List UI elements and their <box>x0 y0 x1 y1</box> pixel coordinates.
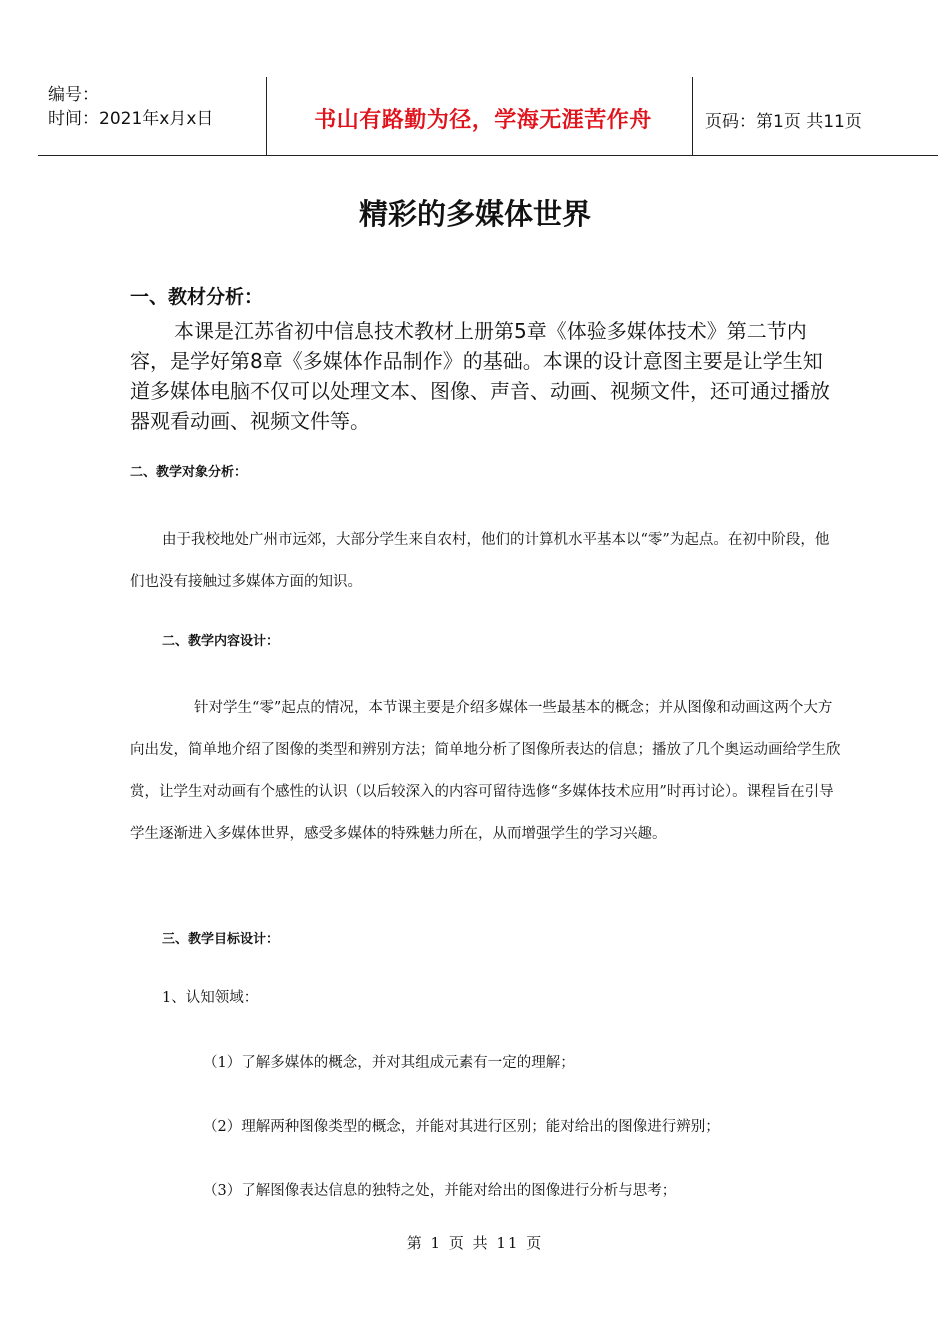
page-footer: 第 1 页 共 11 页 <box>406 1234 544 1252</box>
document-title: 精彩的多媒体世界 <box>358 197 591 231</box>
objective-item: （1）了解多媒体的概念，并对其组成元素有一定的理解； <box>203 1055 575 1071</box>
objective-item: （3）了解图像表达信息的独特之处，并能对给出的图像进行分析与思考； <box>203 1183 677 1199</box>
section-1-heading: 一、教材分析： <box>130 286 264 308</box>
section-4-subheading: 1、认知领域： <box>162 990 259 1006</box>
header-divider-left <box>266 77 267 155</box>
objective-item: （2）理解两种图像类型的概念，并能对其进行区别；能对给出的图像进行辨别； <box>203 1119 720 1135</box>
header-divider-right <box>692 77 693 155</box>
doc-number-label: 编号： <box>48 85 99 105</box>
header-motto: 书山有路勤为径，学海无涯苦作舟 <box>314 108 652 133</box>
page-header <box>38 77 938 156</box>
header-page-label: 页码：第1页 共11页 <box>705 112 862 132</box>
section-2-heading: 二、教学对象分析： <box>130 465 248 480</box>
section-3-text: 针对学生“零”起点的情况，本节课主要是介绍多媒体一些最基本的概念；并从图像和动画这两个大方向出发，简单地介绍了图像的类型和辨别方法；简单地分析了图像所表达的信息；播放了几个奥运动画给学生欣赏，让学生对动画有个感性的认识（以后较深入的内容可留待选修“多媒体技术应用”时再讨论）。课程旨在引导学生逐渐进入多媒体世界，感受多媒体的特殊魅力所在，从而增强学生的学习兴趣。 <box>130 700 841 842</box>
section-2-text: 由于我校地处广州市远郊，大部分学生来自农村，他们的计算机水平基本以“零”为起点。在初中阶段，他们也没有接触过多媒体方面的知识。 <box>130 532 830 590</box>
section-4-heading: 三、教学目标设计： <box>162 932 280 947</box>
doc-time-label: 时间：2021年x月x日 <box>48 109 214 129</box>
section-1-text: 本课是江苏省初中信息技术教材上册第5章《体验多媒体技术》第二节内容，是学好第8章《多媒体作品制作》的基础。本课的设计意图主要是让学生知道多媒体电脑不仅可以处理文本、图像、声音、动画、视频文件，还可通过播放器观看动画、视频文件等。 <box>130 319 830 433</box>
section-3-heading: 二、教学内容设计： <box>162 634 280 649</box>
